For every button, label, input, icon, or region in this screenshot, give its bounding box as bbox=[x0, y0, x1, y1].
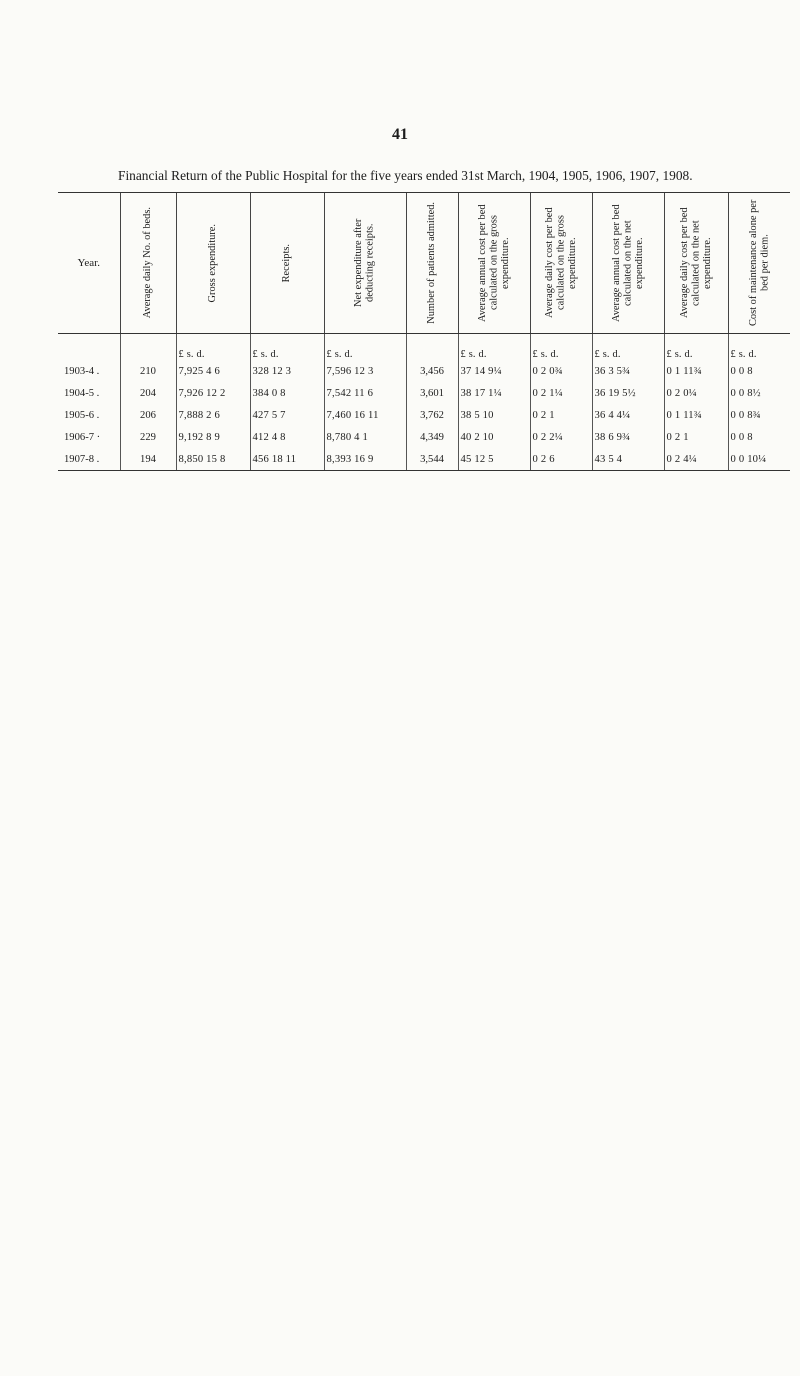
units-cell bbox=[120, 334, 176, 361]
cell-net: 8,393 16 9 bbox=[324, 448, 406, 471]
cell-annual-net: 36 3 5¾ bbox=[592, 360, 664, 382]
cell-annual-gross: 38 17 1¼ bbox=[458, 382, 530, 404]
cell-daily-gross: 0 2 1 bbox=[530, 404, 592, 426]
cell-beds: 206 bbox=[120, 404, 176, 426]
table-title: Financial Return of the Public Hospital for the five years ended 31st March, 1904, 1905, 1906, 1907, 1908. bbox=[118, 168, 693, 183]
units-row bbox=[58, 334, 790, 361]
cell-gross: 7,888 2 6 bbox=[176, 404, 250, 426]
cell-receipts: 412 4 8 bbox=[250, 426, 324, 448]
cell-gross: 7,925 4 6 bbox=[176, 360, 250, 382]
cell-daily-net: 0 1 11¾ bbox=[664, 404, 728, 426]
header-avg-daily-beds: Average daily No. of beds. bbox=[120, 193, 176, 334]
cell-daily-gross: 0 2 2¼ bbox=[530, 426, 592, 448]
units-cell: £ s. d. bbox=[592, 334, 664, 361]
cell-year: 1907-8 . bbox=[58, 448, 120, 471]
cell-daily-gross: 0 2 1¼ bbox=[530, 382, 592, 404]
cell-annual-net: 36 4 4¼ bbox=[592, 404, 664, 426]
units-cell bbox=[58, 334, 120, 361]
units-cell: £ s. d. bbox=[458, 334, 530, 361]
cell-maintenance: 0 0 8 bbox=[728, 360, 790, 382]
table-row bbox=[58, 404, 790, 426]
cell-annual-gross: 38 5 10 bbox=[458, 404, 530, 426]
cell-maintenance: 0 0 8½ bbox=[728, 382, 790, 404]
units-cell: £ s. d. bbox=[664, 334, 728, 361]
table-row bbox=[58, 382, 790, 404]
cell-year: 1906-7 · bbox=[64, 431, 101, 443]
cell-annual-gross: 45 12 5 bbox=[458, 448, 530, 471]
header-net-expenditure: Net expenditure after deducting receipts. bbox=[324, 193, 406, 334]
cell-net: 7,460 16 11 bbox=[324, 404, 406, 426]
cell-receipts: 456 18 11 bbox=[250, 448, 324, 471]
units-cell: £ s. d. bbox=[728, 334, 790, 361]
units-cell: £ s. d. bbox=[176, 334, 250, 361]
cell-annual-net: 36 19 5½ bbox=[592, 382, 664, 404]
cell-daily-net: 0 2 0¼ bbox=[664, 382, 728, 404]
units-cell: £ s. d. bbox=[530, 334, 592, 361]
table-row bbox=[58, 426, 790, 448]
cell-year: 1904-5 . bbox=[64, 387, 100, 399]
header-annual-cost-net: Average annual cost per bed calculated on the net expenditure. bbox=[592, 193, 664, 334]
cell-net: 7,596 12 3 bbox=[324, 360, 406, 382]
cell-gross: 8,850 15 8 bbox=[176, 448, 250, 471]
cell-patients: 4,349 bbox=[406, 426, 458, 448]
cell-daily-net: 0 2 1 bbox=[664, 426, 728, 448]
header-year: Year. bbox=[58, 193, 120, 334]
cell-patients: 3,762 bbox=[406, 404, 458, 426]
header-receipts: Receipts. bbox=[250, 193, 324, 334]
page-number: 41 bbox=[392, 126, 408, 143]
cell-maintenance: 0 0 10¼ bbox=[728, 448, 790, 471]
cell-patients: 3,544 bbox=[406, 448, 458, 471]
cell-patients: 3,456 bbox=[406, 360, 458, 382]
cell-daily-net: 0 1 11¾ bbox=[664, 360, 728, 382]
cell-beds: 204 bbox=[120, 382, 176, 404]
table-row bbox=[58, 360, 790, 382]
units-cell: £ s. d. bbox=[324, 334, 406, 361]
cell-beds: 194 bbox=[120, 448, 176, 471]
header-patients-admitted: Number of patients admitted. bbox=[406, 193, 458, 334]
cell-receipts: 384 0 8 bbox=[250, 382, 324, 404]
cell-annual-gross: 40 2 10 bbox=[458, 426, 530, 448]
cell-beds: 229 bbox=[120, 426, 176, 448]
cell-gross: 7,926 12 2 bbox=[176, 382, 250, 404]
cell-daily-gross: 0 2 0¾ bbox=[530, 360, 592, 382]
financial-return-table bbox=[58, 192, 790, 471]
cell-gross: 9,192 8 9 bbox=[176, 426, 250, 448]
header-maintenance-cost: Cost of maintenance alone per bed per diem. bbox=[728, 193, 790, 334]
cell-annual-gross: 37 14 9¼ bbox=[458, 360, 530, 382]
cell-beds: 210 bbox=[120, 360, 176, 382]
cell-net: 7,542 11 6 bbox=[324, 382, 406, 404]
cell-patients: 3,601 bbox=[406, 382, 458, 404]
table-row bbox=[58, 448, 790, 471]
header-daily-cost-gross: Average daily cost per bed calculated on the gross expenditure. bbox=[530, 193, 592, 334]
header-daily-cost-net: Average daily cost per bed calculated on the net expenditure. bbox=[664, 193, 728, 334]
header-annual-cost-gross: Average annual cost per bed calculated on the gross expenditure. bbox=[458, 193, 530, 334]
cell-receipts: 427 5 7 bbox=[250, 404, 324, 426]
cell-daily-net: 0 2 4¼ bbox=[664, 448, 728, 471]
cell-year: 1905-6 . bbox=[64, 409, 100, 421]
cell-daily-gross: 0 2 6 bbox=[530, 448, 592, 471]
cell-net: 8,780 4 1 bbox=[324, 426, 406, 448]
cell-maintenance: 0 0 8 bbox=[728, 426, 790, 448]
units-cell: £ s. d. bbox=[250, 334, 324, 361]
units-cell bbox=[406, 334, 458, 361]
cell-annual-net: 43 5 4 bbox=[592, 448, 664, 471]
cell-year: 1903-4 . bbox=[64, 365, 100, 377]
header-gross-expenditure: Gross expenditure. bbox=[176, 193, 250, 334]
cell-annual-net: 38 6 9¾ bbox=[592, 426, 664, 448]
cell-receipts: 328 12 3 bbox=[250, 360, 324, 382]
header-row bbox=[58, 193, 790, 334]
cell-maintenance: 0 0 8¾ bbox=[728, 404, 790, 426]
